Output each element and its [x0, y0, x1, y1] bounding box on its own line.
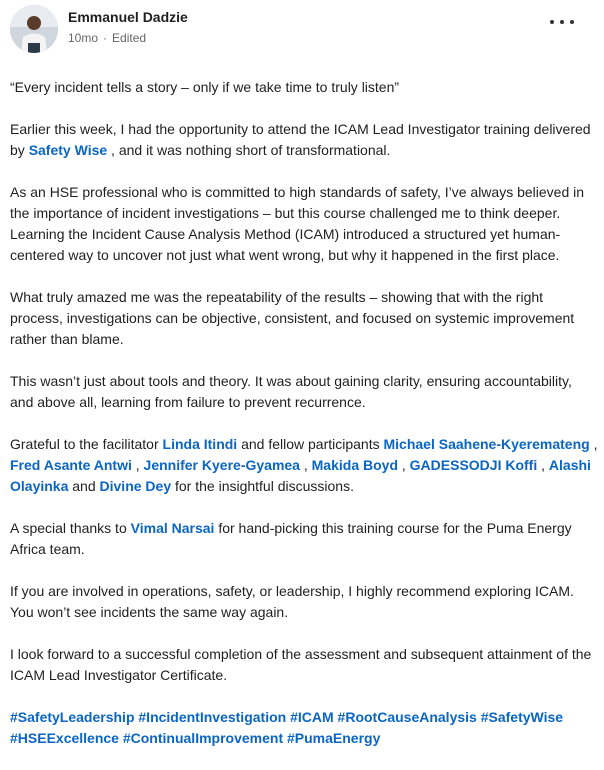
paragraph-repeatability: What truly amazed me was the repeatability of the results – showing that with the right process, investigations can be objective, consistent, and focused on systemic improvement rather than blame. [10, 289, 575, 347]
mention-participant[interactable]: Alashi Olayinka [10, 457, 591, 494]
mention-participant[interactable]: Divine Dey [99, 478, 172, 494]
meta-separator: · [103, 31, 108, 45]
text-segment: A special thanks to [10, 520, 131, 536]
paragraph-recommend: If you are involved in operations, safety, or leadership, I highly recommend exploring ICAM. You won’t see incidents the same way again. [10, 583, 574, 620]
separator: , [299, 457, 312, 473]
hashtag[interactable]: #RootCauseAnalysis [337, 709, 477, 725]
mention-participant[interactable]: Michael Saahene-Kyeremateng [383, 436, 590, 452]
mention-safety-wise[interactable]: Safety Wise [28, 142, 108, 158]
author-avatar[interactable] [10, 5, 58, 53]
edited-label: Edited [112, 31, 147, 45]
hashtag[interactable]: #SafetyLeadership [10, 709, 135, 725]
hashtag[interactable]: #IncidentInvestigation [138, 709, 287, 725]
author-name[interactable]: Emmanuel Dadzie [68, 9, 188, 25]
hashtag[interactable]: #HSEExcellence [10, 730, 119, 746]
separator: , [398, 457, 410, 473]
text-segment: , and it was nothing short of transformational. [107, 142, 391, 158]
post-body [10, 77, 598, 770]
separator: , [589, 436, 598, 452]
mention-vimal-narsai[interactable]: Vimal Narsai [130, 520, 215, 536]
text-segment: and fellow participants [237, 436, 384, 452]
post-header [0, 0, 604, 64]
paragraph-thanks [10, 518, 598, 560]
post-meta [68, 31, 146, 45]
separator: , [537, 457, 549, 473]
paragraph-future: I look forward to a successful completion of the assessment and subsequent attainment of the ICAM Lead Investigator Certificate. [10, 646, 592, 683]
text-segment: for the insightful discussions. [171, 478, 354, 494]
paragraph-hse: As an HSE professional who is committed to high standards of safety, I’ve always believed in the importance of incident investigations – but this course challenged me to think deeper. Learning the Incident Cause Analysis Method (ICAM) introduced a structured yet human-centered way to uncover not just what went wrong, but why it happened in the first place. [10, 184, 585, 263]
hashtag[interactable]: #ICAM [290, 709, 334, 725]
paragraph-intro [10, 119, 598, 161]
hashtag[interactable]: #ContinualImprovement [122, 730, 284, 746]
mention-participant[interactable]: Makida Boyd [311, 457, 398, 473]
mention-participant[interactable]: Fred Asante Antwi [10, 457, 132, 473]
mention-participant[interactable]: GADESSODJI Koffi [409, 457, 538, 473]
profile-photo-icon [10, 5, 58, 53]
hashtags [10, 707, 598, 749]
post-time: 10mo [68, 31, 99, 45]
text-segment: Grateful to the facilitator [10, 436, 163, 452]
text-segment: for hand-picking this training course for the Puma Energy Africa team. [10, 520, 572, 557]
more-options-icon[interactable] [550, 12, 574, 32]
hashtag[interactable]: #SafetyWise [480, 709, 564, 725]
mention-participant[interactable]: Jennifer Kyere-Gyamea [143, 457, 300, 473]
post-quote: “Every incident tells a story – only if we take time to truly listen” [10, 79, 400, 95]
paragraph-gratitude [10, 434, 598, 497]
mention-facilitator[interactable]: Linda Itindi [162, 436, 238, 452]
text-segment: Earlier this week, I had the opportunity to attend the ICAM Lead Investigator training delivered by [10, 121, 591, 158]
hashtag[interactable]: #PumaEnergy [287, 730, 381, 746]
paragraph-clarity: This wasn’t just about tools and theory. It was about gaining clarity, ensuring accountability, and above all, learning from failure to prevent recurrence. [10, 373, 572, 410]
separator: , [131, 457, 144, 473]
text-segment: and [68, 478, 100, 494]
